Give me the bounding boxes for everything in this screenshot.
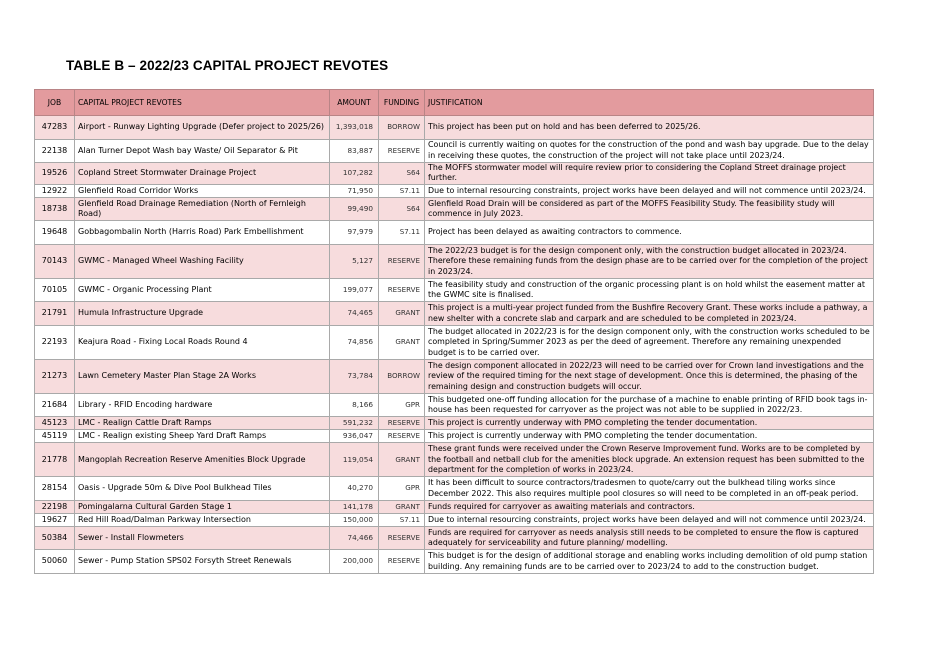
amount-cell: 119,054 (330, 443, 379, 477)
job-cell: 19648 (35, 221, 75, 245)
table-row (35, 302, 874, 326)
amount-cell: 40,270 (330, 477, 379, 501)
amount-cell: 936,047 (330, 430, 379, 443)
amount-cell: 83,887 (330, 139, 379, 163)
funding-cell: GRANT (379, 500, 425, 513)
justification-cell: The MOFFS stormwater model will require review prior to considering the Copland Street drainage project further. (425, 163, 874, 185)
funding-cell: RESERVE (379, 278, 425, 302)
job-cell: 19526 (35, 163, 75, 185)
project-cell: Glenfield Road Corridor Works (75, 184, 330, 197)
justification-cell: These grant funds were received under the Crown Reserve Improvement fund. Works are to be completed by the football and netball club for the amenities block upgrade. An extension request has been submitted to the department for the completion of works in 2023/24. (425, 443, 874, 477)
justification-cell: This project has been put on hold and has been deferred to 2025/26. (425, 116, 874, 140)
funding-cell: RESERVE (379, 417, 425, 430)
funding-cell: RESERVE (379, 139, 425, 163)
justification-cell: This project is a multi-year project funded from the Bushfire Recovery Grant. These works include a pathway, a new shelter with a concrete slab and carpark and are scheduled to be completed in 2023/24. (425, 302, 874, 326)
project-cell: GWMC - Organic Processing Plant (75, 278, 330, 302)
funding-cell: S7.11 (379, 221, 425, 245)
table-row (35, 244, 874, 278)
amount-cell: 99,490 (330, 197, 379, 221)
project-cell: Red Hill Road/Dalman Parkway Intersection (75, 513, 330, 526)
job-cell: 47283 (35, 116, 75, 140)
justification-cell: The 2022/23 budget is for the design component only, with the construction budget allocated in 2023/24. Therefore these remaining funds from the design phase are to be carried over for the completion of the project in 2023/24. (425, 244, 874, 278)
justification-cell: It has been difficult to source contractors/tradesmen to quote/carry out the bulkhead tiling works since December 2022. This also requires multiple pool closures so will need to be completed in an off-peak period. (425, 477, 874, 501)
project-cell: Copland Street Stormwater Drainage Project (75, 163, 330, 185)
job-cell: 45119 (35, 430, 75, 443)
amount-cell: 74,465 (330, 302, 379, 326)
table-row (35, 477, 874, 501)
justification-cell: Funds required for carryover as awaiting materials and contractors. (425, 500, 874, 513)
project-cell: Mangoplah Recreation Reserve Amenities Block Upgrade (75, 443, 330, 477)
justification-cell: The feasibility study and construction of the organic processing plant is on hold whilst the easement matter at the GWMC site is finalised. (425, 278, 874, 302)
funding-cell: S64 (379, 197, 425, 221)
justification-cell: This project is currently underway with PMO completing the tender documentation. (425, 417, 874, 430)
funding-cell: RESERVE (379, 430, 425, 443)
table-row (35, 500, 874, 513)
table-row (35, 443, 874, 477)
header-justification: JUSTIFICATION (425, 90, 874, 116)
justification-cell: Project has been delayed as awaiting contractors to commence. (425, 221, 874, 245)
justification-cell: This budgeted one-off funding allocation for the purchase of a machine to enable printing of RFID book tags in-house has been requested for carryover as the project was not able to be supplied in 2022/23. (425, 393, 874, 417)
justification-cell: The budget allocated in 2022/23 is for the design component only, with the construction works scheduled to be completed in Spring/Summer 2023 as per the deed of agreement. Therefore any remaining unexpended budget is to be carried over. (425, 325, 874, 359)
table-row (35, 116, 874, 140)
table-row (35, 393, 874, 417)
funding-cell: RESERVE (379, 244, 425, 278)
project-cell: Sewer - Pump Station SPS02 Forsyth Street Renewals (75, 550, 330, 574)
job-cell: 50060 (35, 550, 75, 574)
amount-cell: 107,282 (330, 163, 379, 185)
project-cell: Alan Turner Depot Wash bay Waste/ Oil Separator & Pit (75, 139, 330, 163)
job-cell: 22138 (35, 139, 75, 163)
table-row (35, 197, 874, 221)
job-cell: 50384 (35, 526, 75, 550)
header-project: CAPITAL PROJECT REVOTES (75, 90, 330, 116)
project-cell: Sewer - Install Flowmeters (75, 526, 330, 550)
header-job: JOB (35, 90, 75, 116)
justification-cell: The design component allocated in 2022/23 will need to be carried over for Crown land investigations and the review of the required timing for the next stage of development. Once this is determined, the phasing of the remaining design and construction budgets will occur. (425, 359, 874, 393)
table-header-row (35, 90, 874, 116)
table-row (35, 526, 874, 550)
amount-cell: 200,000 (330, 550, 379, 574)
justification-cell: Due to internal resourcing constraints, project works have been delayed and will not commence until 2023/24. (425, 184, 874, 197)
table-row (35, 163, 874, 185)
table-row (35, 430, 874, 443)
job-cell: 22198 (35, 500, 75, 513)
amount-cell: 1,393,018 (330, 116, 379, 140)
amount-cell: 74,466 (330, 526, 379, 550)
table-row (35, 184, 874, 197)
amount-cell: 97,979 (330, 221, 379, 245)
table-row (35, 221, 874, 245)
funding-cell: GRANT (379, 302, 425, 326)
job-cell: 22193 (35, 325, 75, 359)
amount-cell: 141,178 (330, 500, 379, 513)
project-cell: Glenfield Road Drainage Remediation (North of Fernleigh Road) (75, 197, 330, 221)
funding-cell: RESERVE (379, 550, 425, 574)
job-cell: 21791 (35, 302, 75, 326)
project-cell: LMC - Realign existing Sheep Yard Draft Ramps (75, 430, 330, 443)
funding-cell: GRANT (379, 443, 425, 477)
job-cell: 12922 (35, 184, 75, 197)
amount-cell: 591,232 (330, 417, 379, 430)
job-cell: 21778 (35, 443, 75, 477)
job-cell: 28154 (35, 477, 75, 501)
amount-cell: 74,856 (330, 325, 379, 359)
funding-cell: S64 (379, 163, 425, 185)
justification-cell: Glenfield Road Drain will be considered as part of the MOFFS Feasibility Study. The feasibility study will commence in July 2023. (425, 197, 874, 221)
funding-cell: BORROW (379, 359, 425, 393)
justification-cell: This project is currently underway with PMO completing the tender documentation. (425, 430, 874, 443)
job-cell: 70105 (35, 278, 75, 302)
funding-cell: GPR (379, 393, 425, 417)
table-row (35, 359, 874, 393)
job-cell: 18738 (35, 197, 75, 221)
table-row (35, 513, 874, 526)
justification-cell: Council is currently waiting on quotes for the construction of the pond and wash bay upgrade. Due to the delay in receiving these quotes, the construction of the project will not take place until 2023/24. (425, 139, 874, 163)
amount-cell: 199,077 (330, 278, 379, 302)
header-amount: AMOUNT (330, 90, 379, 116)
capital-revotes-table (34, 89, 874, 574)
amount-cell: 150,000 (330, 513, 379, 526)
page-title: TABLE B – 2022/23 CAPITAL PROJECT REVOTES (66, 58, 389, 73)
project-cell: Gobbagombalin North (Harris Road) Park Embellishment (75, 221, 330, 245)
project-cell: LMC - Realign Cattle Draft Ramps (75, 417, 330, 430)
project-cell: Oasis - Upgrade 50m & Dive Pool Bulkhead Tiles (75, 477, 330, 501)
project-cell: Keajura Road - Fixing Local Roads Round 4 (75, 325, 330, 359)
job-cell: 70143 (35, 244, 75, 278)
table-row (35, 417, 874, 430)
project-cell: Pomingalarna Cultural Garden Stage 1 (75, 500, 330, 513)
project-cell: Lawn Cemetery Master Plan Stage 2A Works (75, 359, 330, 393)
justification-cell: This budget is for the design of additional storage and enabling works including demolition of old pump station building. Any remaining funds are to be carried over to 2023/24 to add to the construction budget. (425, 550, 874, 574)
funding-cell: GPR (379, 477, 425, 501)
project-cell: Humula Infrastructure Upgrade (75, 302, 330, 326)
funding-cell: GRANT (379, 325, 425, 359)
job-cell: 19627 (35, 513, 75, 526)
project-cell: Library - RFID Encoding hardware (75, 393, 330, 417)
table-row (35, 139, 874, 163)
project-cell: GWMC - Managed Wheel Washing Facility (75, 244, 330, 278)
job-cell: 45123 (35, 417, 75, 430)
funding-cell: RESERVE (379, 526, 425, 550)
amount-cell: 71,950 (330, 184, 379, 197)
job-cell: 21273 (35, 359, 75, 393)
header-funding: FUNDING (379, 90, 425, 116)
amount-cell: 5,127 (330, 244, 379, 278)
table-row (35, 325, 874, 359)
funding-cell: S7.11 (379, 513, 425, 526)
table-row (35, 278, 874, 302)
job-cell: 21684 (35, 393, 75, 417)
funding-cell: BORROW (379, 116, 425, 140)
amount-cell: 73,784 (330, 359, 379, 393)
table-row (35, 550, 874, 574)
amount-cell: 8,166 (330, 393, 379, 417)
justification-cell: Funds are required for carryover as needs analysis still needs to be completed to ensure the flow is captured adequately for serviceability and future planning/ modelling. (425, 526, 874, 550)
project-cell: Airport - Runway Lighting Upgrade (Defer project to 2025/26) (75, 116, 330, 140)
justification-cell: Due to internal resourcing constraints, project works have been delayed and will not commence until 2023/24. (425, 513, 874, 526)
funding-cell: S7.11 (379, 184, 425, 197)
